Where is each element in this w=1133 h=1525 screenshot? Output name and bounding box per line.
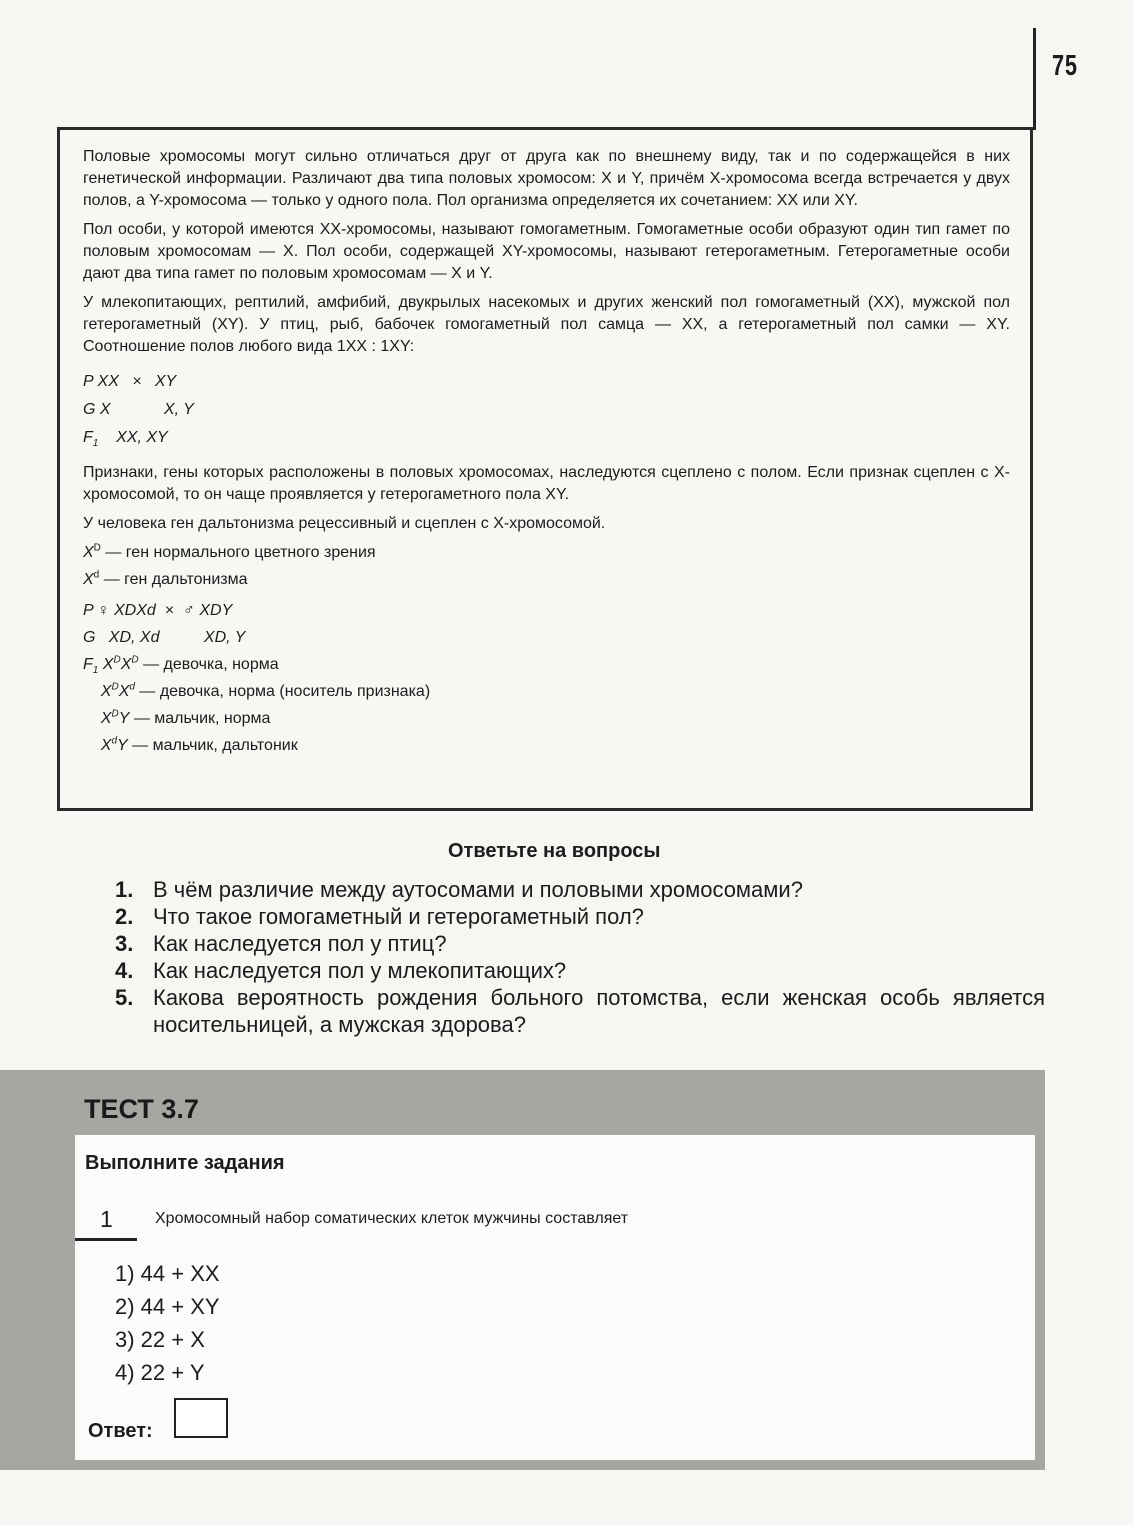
theory-paragraph-2: Пол особи, у которой имеются XX-хромосомы, называют гомогаметным. Гомогаметные особи образуют один тип гамет по половым хромосомам — X. Пол особи, содержащей XY-хромосомы, называют гетерогаметным. Гетерогаметные особи дают два типа гамет по половым хромосомам — X и Y. <box>83 221 1010 282</box>
question-item: 5. Какова вероятность рождения больного потомства, если женская особь является носительницей, а мужская здорова? <box>115 985 1045 1037</box>
question-item: 4. Как наследуется пол у млекопитающих? <box>115 958 567 983</box>
cross-f1-c: $X^DY$ — мальчик, норма <box>100 708 271 727</box>
gene-colorblind-line: $X^d$ — ген дальтонизма <box>83 569 248 588</box>
theory-paragraph-3: У млекопитающих, рептилий, амфибий, двукрылых насекомых и других женский пол гомогаметный (XX), мужской пол гетерогаметный (XY). У птиц, рыб, бабочек гомогаметный пол самца — XX, а гетерогаметный пол самки — XY. Соотношение полов любого вида 1XX : 1XY: <box>83 294 1010 355</box>
scheme-gametes: G X X, Y <box>83 401 194 418</box>
answer-label: Ответ: <box>88 1420 153 1442</box>
questions-list <box>115 876 1045 1038</box>
theory-paragraph-5: У человека ген дальтонизма рецессивный и сцеплен с X-хромосомой. <box>83 515 606 532</box>
theory-paragraph-1: Половые хромосомы могут сильно отличаться друг от друга как по внешнему виду, так и по содержащейся в них генетической информации. Различают два типа половых хромосом: X и Y, причём X-хромосома всегда встречается у двух полов, а Y-хромосома — только у одного пола. Пол организма определяется их сочетанием: XX или XY. <box>83 148 1010 209</box>
option-4: 4) 22 + Y <box>115 1360 205 1385</box>
theory-paragraph-4: Признаки, гены которых расположены в половых хромосомах, наследуются сцеплено с полом. Если признак сцеплен с X-хромосомой, то он чаще проявляется у гетерогаметного пола XY. <box>83 464 1010 503</box>
option-3: 3) 22 + X <box>115 1327 205 1352</box>
test-title: ТЕСТ 3.7 <box>84 1094 199 1124</box>
questions-title: Ответьте на вопросы <box>448 840 661 862</box>
cross-gametes: G XD, Xd XD, Y <box>83 629 246 646</box>
cross-f1-b: $X^DX^d$ — девочка, норма (носитель признака) <box>100 681 431 700</box>
cross-f1-d: $X^dY$ — мальчик, дальтоник <box>100 735 298 754</box>
question-item: 2. Что такое гомогаметный и гетерогаметный пол? <box>115 904 644 929</box>
task-heading: Выполните задания <box>85 1152 285 1174</box>
page-number: 75 <box>1052 50 1078 82</box>
task-number: 1 <box>100 1206 113 1232</box>
scheme-offspring: $F_1$ XX, XY <box>83 429 168 450</box>
cross-f1-a: $F_1$ $X^DX^D$ — девочка, норма <box>83 654 279 677</box>
theory-box <box>57 127 1033 811</box>
gene-normal-line: $X^D$ — ген нормального цветного зрения <box>83 542 376 561</box>
question-item: 1. В чём различие между аутосомами и половыми хромосомами? <box>115 877 803 902</box>
page-corner-rule <box>1033 28 1036 130</box>
cross-parents: P ♀ XDXd × ♂ XDY <box>83 602 233 619</box>
question-item: 3. Как наследуется пол у птиц? <box>115 931 447 956</box>
scheme-parents: P XX × XY <box>83 373 177 390</box>
option-1: 1) 44 + XX <box>115 1261 220 1286</box>
task-number-underline <box>75 1238 137 1241</box>
answer-options <box>115 1257 220 1389</box>
sex-determination-scheme <box>83 368 1010 452</box>
option-2: 2) 44 + XY <box>115 1294 220 1319</box>
task-text: Хромосомный набор соматических клеток мужчины составляет <box>155 1210 629 1227</box>
answer-input-box[interactable] <box>174 1398 228 1438</box>
colorblind-cross-scheme <box>83 597 1010 759</box>
